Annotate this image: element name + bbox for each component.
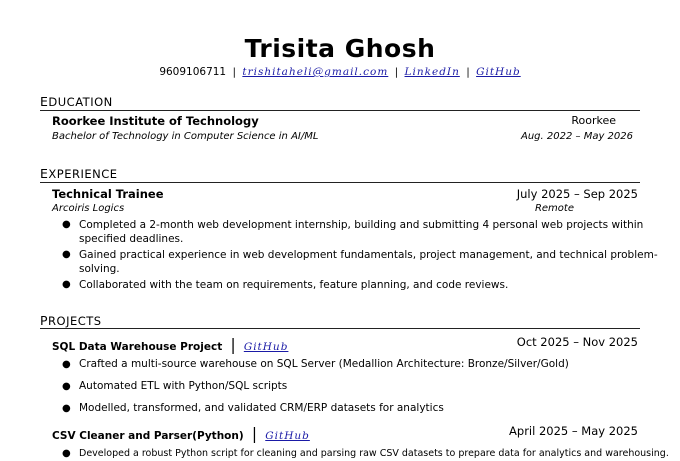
project-bullet: Developed a robust Python script for cleaning and parsing raw CSV datasets to prepare data for analytics and warehousing. bbox=[79, 448, 669, 459]
education-degree: Bachelor of Technology in Computer Science in AI/ML bbox=[52, 131, 319, 142]
section-rule bbox=[40, 110, 640, 111]
project-github-link[interactable]: GitHub bbox=[243, 341, 289, 353]
separator: | bbox=[251, 424, 258, 443]
bullet-dot: ● bbox=[62, 249, 71, 260]
section-heading-projects: PROJECTS bbox=[40, 313, 102, 328]
experience-bullet-cont: specified deadlines. bbox=[79, 233, 184, 245]
bullet-dot: ● bbox=[62, 359, 71, 370]
contact-line bbox=[0, 66, 680, 78]
section-rule bbox=[40, 328, 640, 329]
bullet-dot: ● bbox=[62, 403, 71, 414]
experience-bullet: Collaborated with the team on requirements, feature planning, and code reviews. bbox=[79, 279, 509, 291]
bullet-dot: ● bbox=[62, 381, 71, 392]
section-rule bbox=[40, 182, 640, 183]
bullet-dot: ● bbox=[62, 219, 71, 230]
section-heading-experience: EXPERIENCE bbox=[40, 166, 118, 181]
separator: | bbox=[394, 66, 399, 78]
github-link[interactable]: GitHub bbox=[476, 66, 521, 78]
bullet-dot: ● bbox=[62, 448, 71, 459]
experience-bullet: Gained practical experience in web development fundamentals, project management, and technical problem- bbox=[79, 249, 658, 261]
experience-company: Arcoiris Logics bbox=[52, 203, 125, 214]
education-institution: Roorkee Institute of Technology bbox=[52, 114, 259, 128]
linkedin-link[interactable]: LinkedIn bbox=[404, 66, 460, 78]
experience-bullet: Completed a 2-month web development internship, building and submitting 4 personal web projects within bbox=[79, 219, 644, 231]
project-dates: Oct 2025 – Nov 2025 bbox=[516, 335, 638, 349]
project-dates: April 2025 – May 2025 bbox=[509, 424, 638, 438]
separator: | bbox=[466, 66, 470, 78]
project-name: CSV Cleaner and Parser(Python) bbox=[52, 430, 244, 442]
separator: | bbox=[230, 335, 236, 354]
separator: | bbox=[232, 66, 237, 78]
project-bullet: Crafted a multi-source warehouse on SQL Server (Medallion Architecture: Bronze/Silver/Gold) bbox=[79, 358, 569, 370]
resume-name: Trisita Ghosh bbox=[244, 34, 436, 63]
experience-dates: July 2025 – Sep 2025 bbox=[516, 187, 638, 201]
project-name: SQL Data Warehouse Project bbox=[52, 341, 223, 353]
project-title-line bbox=[52, 335, 288, 354]
education-dates: Aug. 2022 – May 2026 bbox=[521, 131, 633, 142]
experience-bullet-cont: solving. bbox=[79, 263, 120, 275]
experience-role: Technical Trainee bbox=[52, 187, 164, 201]
project-bullet: Modelled, transformed, and validated CRM/ERP datasets for analytics bbox=[79, 402, 444, 414]
project-github-link[interactable]: GitHub bbox=[265, 430, 310, 442]
education-location: Roorkee bbox=[571, 114, 616, 127]
phone-number: 9609106711 bbox=[159, 66, 227, 78]
project-title-line bbox=[52, 424, 310, 443]
project-bullet: Automated ETL with Python/SQL scripts bbox=[79, 380, 288, 392]
section-heading-education: EDUCATION bbox=[40, 94, 113, 109]
email-link[interactable]: trishitaheli@gmail.com bbox=[242, 66, 389, 78]
bullet-dot: ● bbox=[62, 279, 71, 290]
experience-mode: Remote bbox=[534, 203, 574, 214]
